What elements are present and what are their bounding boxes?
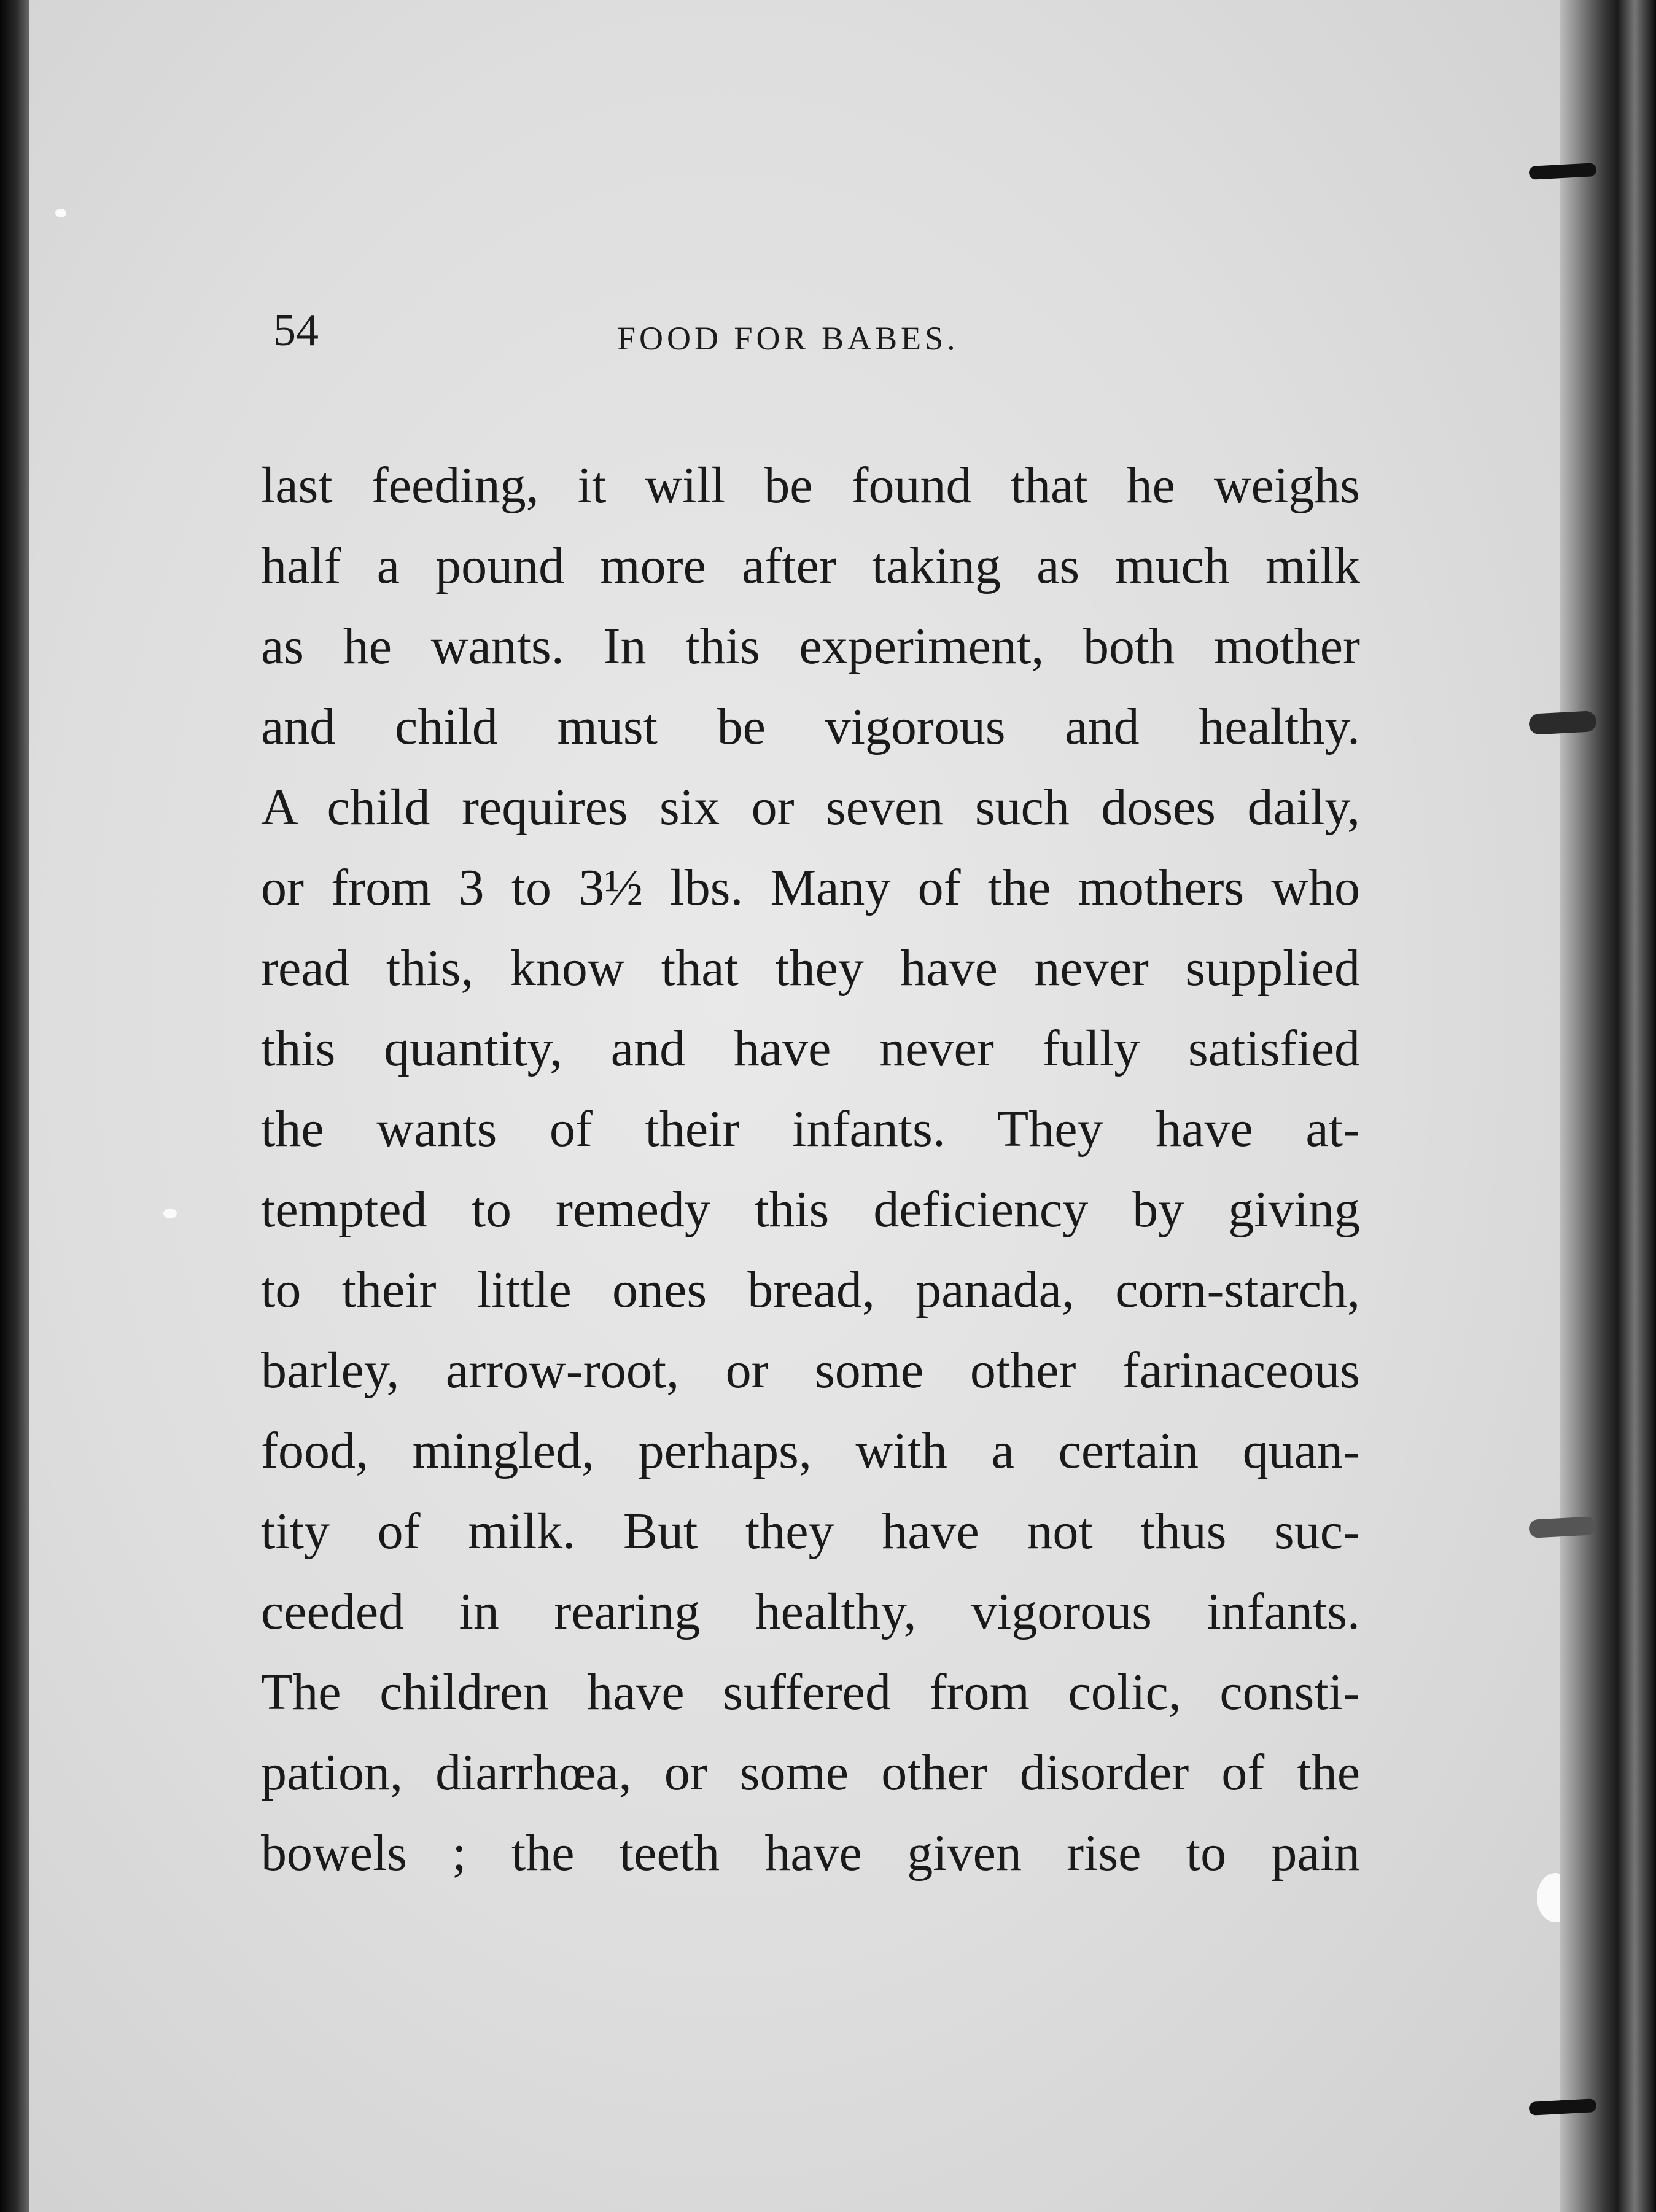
- text-line: bowels ; the teeth have given rise to pain: [261, 1825, 1360, 1882]
- text-line: A child requires six or seven such doses daily,: [261, 779, 1360, 836]
- text-line: as he wants. In this experiment, both mother: [261, 618, 1360, 675]
- running-head: [273, 300, 1360, 367]
- text-line: tity of milk. But they have not thus suc-: [261, 1503, 1360, 1560]
- text-line: this quantity, and have never fully satisfied: [261, 1020, 1360, 1077]
- paper-speck: [163, 1209, 177, 1218]
- text-line: The children have suffered from colic, consti-: [261, 1664, 1360, 1721]
- binding-thread: [1528, 711, 1597, 735]
- text-line: ceeded in rearing healthy, vigorous infants.: [261, 1583, 1360, 1640]
- text-line: read this, know that they have never supplied: [261, 940, 1360, 997]
- text-line: barley, arrow-root, or some other farinaceous: [261, 1342, 1360, 1399]
- body-text: [261, 445, 1360, 1893]
- text-line: tempted to remedy this deficiency by giving: [261, 1181, 1360, 1238]
- paper-speck: [55, 209, 66, 217]
- page-number: 54: [273, 305, 319, 356]
- running-title: FOOD FOR BABES.: [617, 320, 959, 357]
- binding-thread: [1528, 1516, 1596, 1538]
- text-line: or from 3 to 3½ lbs. Many of the mothers who: [261, 859, 1360, 916]
- text-line: and child must be vigorous and healthy.: [261, 698, 1360, 755]
- text-line: food, mingled, perhaps, with a certain quan-: [261, 1422, 1360, 1479]
- text-line: last feeding, it will be found that he weighs: [261, 457, 1360, 514]
- book-left-edge: [0, 0, 29, 2212]
- text-line: half a pound more after taking as much milk: [261, 537, 1360, 594]
- text-line: the wants of their infants. They have at-: [261, 1100, 1360, 1158]
- book-binding-gutter: [1560, 0, 1656, 2212]
- text-line: to their little ones bread, panada, corn-starch,: [261, 1261, 1360, 1318]
- text-line: pation, diarrhœa, or some other disorder of the: [261, 1744, 1360, 1801]
